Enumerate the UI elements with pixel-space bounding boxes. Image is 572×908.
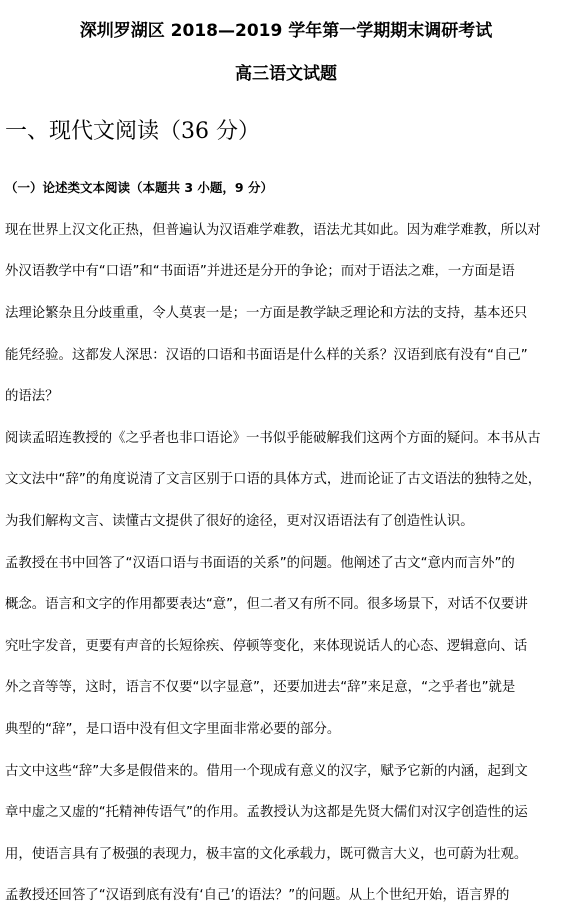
- text-line: 阅读孟昭连教授的《之乎者也非口语论》一书似乎能破解我们这两个方面的疑问。本书从古: [5, 431, 541, 446]
- text-line: 章中虚之又虚的“托精神传语气”的作用。孟教授认为这都是先贤大儒们对汉字创造性的运: [5, 805, 528, 820]
- text-line: 文文法中“辞”的角度说清了文言区别于口语的具体方式，进而论证了古文语法的独特之处，: [5, 472, 542, 487]
- subsection-heading: （一）论述类文本阅读（本题共 3 小题，9 分）: [5, 180, 273, 195]
- exam-title: 深圳罗湖区 2018—2019 学年第一学期期末调研考试: [79, 21, 493, 41]
- text-line: 用，使语言具有了极强的表现力，极丰富的文化承载力，既可微言大义，也可蔚为壮观。: [5, 847, 528, 862]
- text-line: 外汉语教学中有“口语”和“书面语”并进还是分开的争论；而对于语法之难，一方面是语: [5, 264, 515, 279]
- text-line: 孟教授还回答了“汉语到底有没有‘自己’的语法？”的问题。从上个世纪开始，语言界的: [5, 888, 510, 903]
- text-line: 现在世界上汉文化正热，但普遍认为汉语难学难教，语法尤其如此。因为难学难教，所以对: [5, 223, 541, 238]
- text-line: 外之音等等，这时，语言不仅要“以字显意”，还要加进去“辞”来足意，“之乎者也”就是: [5, 680, 516, 695]
- text-line: 典型的“辞”，是口语中没有但文字里面非常必要的部分。: [5, 722, 341, 737]
- section-heading: 一、现代文阅读（36 分）: [5, 119, 260, 144]
- text-line: 能凭经验。这都发人深思：汉语的口语和书面语是什么样的关系？汉语到底有没有“自己”: [5, 348, 528, 363]
- text-line: 的语法？: [5, 389, 59, 404]
- text-line: 孟教授在书中回答了“汉语口语与书面语的关系”的问题。他阐述了古文“意内而言外”的: [5, 556, 515, 571]
- text-line: 法理论繁杂且分歧重重，令人莫衷一是；一方面是教学缺乏理论和方法的支持，基本还只: [5, 306, 528, 321]
- text-line: 究吐字发音，更要有声音的长短徐疾、停顿等变化，来体现说话人的心态、逻辑意向、话: [5, 639, 528, 654]
- text-line: 古文中这些“辞”大多是假借来的。借用一个现成有意义的汉字，赋予它新的内涵，起到文: [5, 764, 528, 779]
- exam-subtitle: 高三语文试题: [235, 64, 337, 84]
- text-line: 为我们解构文言、读懂古文提供了很好的途径，更对汉语语法有了创造性认识。: [5, 514, 474, 529]
- text-line: 概念。语言和文字的作用都要表达“意”，但二者又有所不同。很多场景下，对话不仅要讲: [5, 597, 528, 612]
